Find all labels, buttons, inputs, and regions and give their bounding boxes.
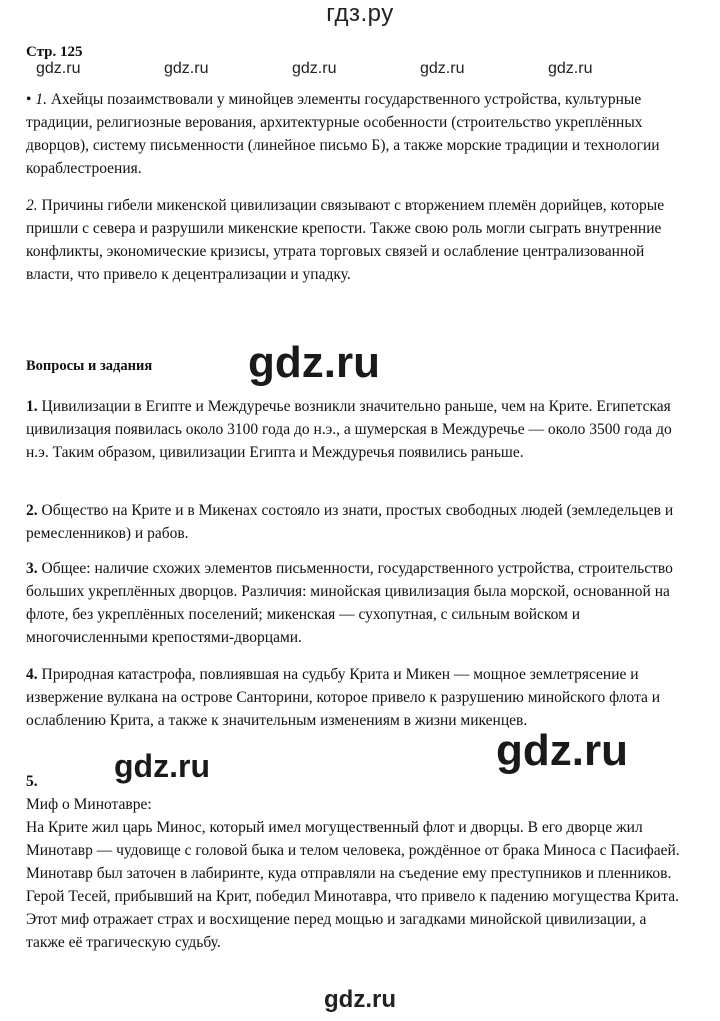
watermark-top: гдз.ру xyxy=(326,0,394,27)
answer-5-text: На Крите жил царь Минос, который имел могущественный флот и дворцы. В его дворце жил Минотавр — чудовище с головой быка и телом человека, рождённое от брака Миноса с Пасифаей. Минотавр был заточен в лабиринте, куда отправляли на съедение ему преступников и пленников. Герой Тесей, прибывший на Крит, победил Минотавра, что привело к падению могущества Крита. Этот миф отражает страх и восхищение перед мощью и загадками минойской цивилизации, а также её трагическую судьбу. xyxy=(26,819,680,951)
answer-text: Природная катастрофа, повлиявшая на судьбу Крита и Микен — мощное землетрясение и извержение вулкана на острове Санторини, которое привело к разрушению минойского флота и ослаблению Крита, а также к значительным изменениям в жизни микенцев. xyxy=(26,666,661,729)
bullet: • xyxy=(26,91,32,108)
watermark-small: gdz.ru xyxy=(36,60,81,77)
answer-text: Общество на Крите и в Микенах состояло из знати, простых свободных людей (земледельцев и ремесленников) и рабов. xyxy=(26,502,674,542)
answer-number: 1. xyxy=(26,398,38,415)
answer-text: Цивилизации в Египте и Междуречье возникли значительно раньше, чем на Крите. Египетская цивилизация появилась около 3100 года до н.э., а шумерская в Междуречье — около 3500 года до н.э. Таким образом, цивилизации Египта и Междуречья появились раньше. xyxy=(26,398,672,461)
answer-number: 4. xyxy=(26,666,38,683)
intro-paragraph-2 xyxy=(26,194,682,286)
answer-5-number: 5. xyxy=(26,773,38,790)
answer-2 xyxy=(26,499,682,545)
answer-4 xyxy=(26,663,682,732)
answer-1 xyxy=(26,395,682,464)
answer-5-title: Миф о Минотавре: xyxy=(26,796,152,813)
intro-text-1: Ахейцы позаимствовали у минойцев элементы государственного устройства, культурные традиции, религиозные верования, архитектурные особенности (строительство укреплённых дворцов), систему письменности (линейное письмо Б), а также морские традиции и технологии кораблестроения. xyxy=(26,91,660,177)
section-heading: Вопросы и задания xyxy=(26,358,153,374)
answer-text: Общее: наличие схожих элементов письменности, государственного устройства, строительство больших укреплённых дворцов. Различия: минойская цивилизация была морской, основанной на флоте, без укреплённых поселений; микенская — сухопутная, с сильным войском и многочисленными крепостями-дворцами. xyxy=(26,560,673,646)
answer-number: 2. xyxy=(26,502,38,519)
answer-3 xyxy=(26,557,682,649)
watermark-large-right: gdz.ru xyxy=(496,726,628,775)
watermark-medium-left: gdz.ru xyxy=(114,748,210,784)
intro-paragraph-1 xyxy=(26,88,682,180)
page-reference: Стр. 125 xyxy=(26,44,83,60)
watermark-small: gdz.ru xyxy=(292,60,337,77)
watermark-bottom: gdz.ru xyxy=(324,986,396,1013)
intro-text-2: Причины гибели микенской цивилизации связывают с вторжением племён дорийцев, которые пришли с севера и разрушили микенские крепости. Также свою роль могли сыграть внутренние конфликты, экономические кризисы, утрата торговых связей и ослабление централизованной власти, что привело к децентрализации и упадку. xyxy=(26,197,665,283)
intro-number-1: 1. xyxy=(35,91,47,108)
watermark-small: gdz.ru xyxy=(420,60,465,77)
watermark-large-center: gdz.ru xyxy=(248,338,380,387)
intro-number-2: 2. xyxy=(26,197,38,214)
watermark-small: gdz.ru xyxy=(548,60,593,77)
watermark-small: gdz.ru xyxy=(164,60,209,77)
answer-number: 3. xyxy=(26,560,38,577)
